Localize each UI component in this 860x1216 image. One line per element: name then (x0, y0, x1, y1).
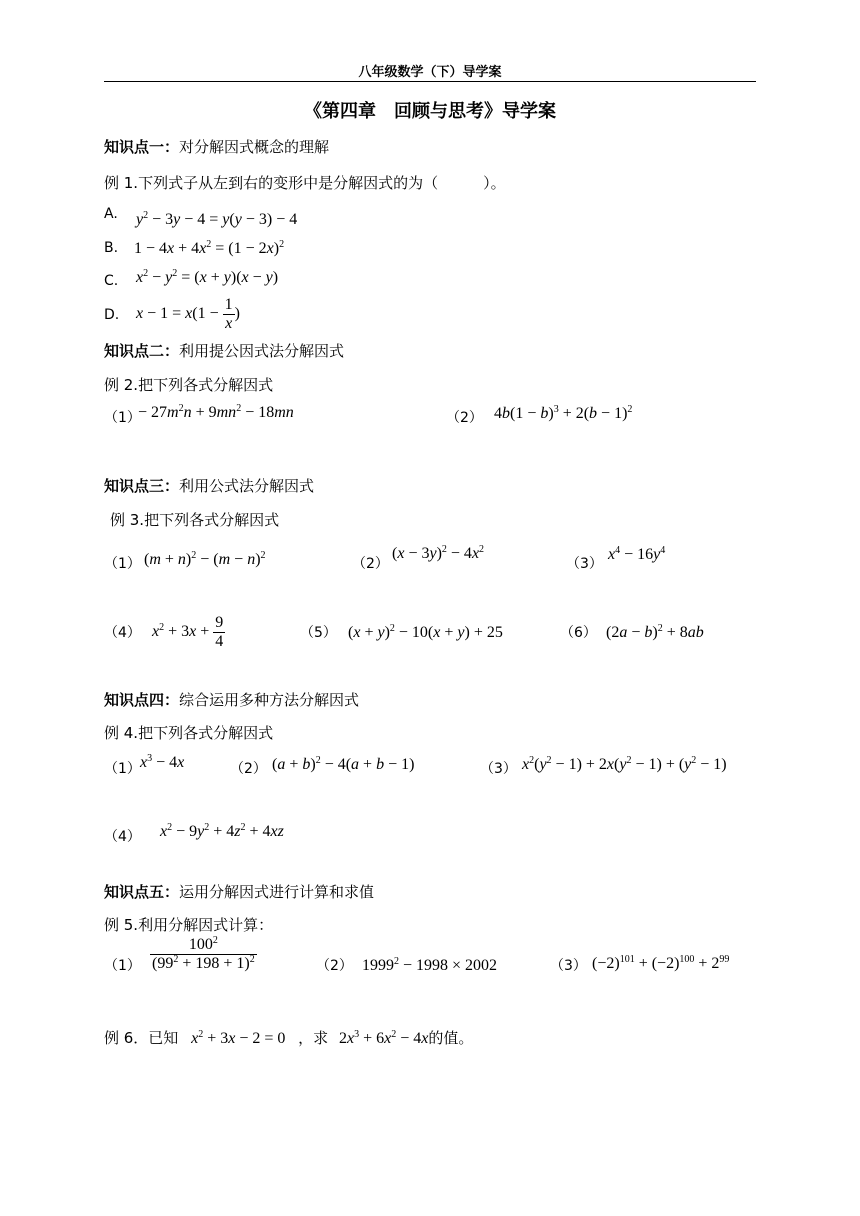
e6-suffix: 的值。 (428, 1029, 474, 1047)
e6-mid: ，求 (298, 1029, 329, 1047)
e3-label-1: （1） (104, 556, 141, 572)
section-3-text: 利用公式法分解因式 (179, 477, 315, 495)
e3-formula-1: $(m + n)^2 - (m - n)^2$ (144, 550, 266, 568)
e5-label-2: （2） (316, 958, 353, 974)
e3-formula-5: $(x + y)^2 - 10(x + y) + 25$ (348, 623, 503, 641)
e4-formula-1: $x^3 - 4x$ (140, 753, 185, 771)
e5-label-3: （3） (550, 958, 587, 974)
e5-formula-1: $\frac{100^2}{(99^2 + 198 + 1)^2}$ (152, 935, 255, 972)
section-5-title: 知识点五： (104, 883, 180, 901)
e2-formula-1: − $27m^2n + 9mn^2 - 18mn$ (138, 403, 294, 421)
option-b-formula: $1 - 4x + 4x^2 = (1 - 2x)^2$ (134, 239, 285, 257)
option-b-label: B. (104, 240, 119, 256)
e3-label-3: （3） (566, 556, 603, 572)
e4-formula-2: $(a + b)^2 - 4(a + b - 1)$ (272, 755, 415, 773)
example-5-text: 例 5.利用分解因式计算： (104, 916, 274, 934)
e4-formula-4: $x^2 - 9y^2 + 4z^2 + 4xz$ (160, 822, 284, 840)
section-5-text: 运用分解因式进行计算和求值 (179, 883, 375, 901)
option-c-label: C. (104, 273, 119, 289)
e3-formula-4: $x^2 + 3x$ + $\frac{9}{4}$ (152, 614, 224, 650)
section-3-title: 知识点三： (104, 477, 180, 495)
e2-label-2: （2） (446, 410, 483, 426)
header-rule (104, 81, 756, 82)
option-d-label: D. (104, 307, 120, 323)
e2-label-1: （1） (104, 410, 141, 426)
e4-label-1: （1） (104, 761, 141, 777)
example-2-text: 例 2.把下列各式分解因式 (104, 376, 274, 394)
e5-label-1: （1） (104, 958, 141, 974)
section-3-heading (104, 475, 314, 496)
e3-label-4: （4） (104, 625, 141, 641)
example-3-text: 例 3.把下列各式分解因式 (110, 511, 280, 529)
option-a-label: A. (104, 206, 118, 222)
e4-label-3: （3） (480, 761, 517, 777)
e3-label-6: （6） (560, 625, 597, 641)
e6-target-formula: $2x^3 + 6x^2 - 4x$ (338, 1029, 429, 1047)
e3-label-2: （2） (352, 556, 389, 572)
e4-formula-3: $x^2(y^2 - 1) + 2x(y^2 - 1) + (y^2 - 1)$ (522, 755, 727, 773)
example-4-text: 例 4.把下列各式分解因式 (104, 724, 274, 742)
example-6 (104, 1027, 473, 1048)
e2-formula-2: $4b(1 - b)^3 + 2(b - 1)^2$ (494, 404, 633, 422)
example-1-text: 例 1.下列式子从左到右的变形中是分解因式的为（ ）。 (104, 174, 506, 192)
section-1-heading (104, 136, 329, 157)
section-5-heading (104, 881, 374, 902)
e6-condition-formula: $x^2 + 3x - 2 = 0$ (191, 1029, 286, 1047)
section-1-text: 对分解因式概念的理解 (179, 138, 330, 156)
section-2-heading (104, 340, 344, 361)
option-d-formula: x − 1 = x(1 − $\frac{1}{x}$ ) (136, 296, 240, 332)
e3-formula-2: $(x - 3y)^2 - 4x^2$ (392, 544, 485, 562)
section-4-title: 知识点四： (104, 691, 180, 709)
e5-formula-2: $1999^2 - 1998 \times 2002$ (362, 956, 498, 974)
e5-formula-3: $(-2)^{101} + (-2)^{100} + 2^{99}$ (592, 954, 730, 972)
section-2-text: 利用提公因式法分解因式 (179, 342, 345, 360)
e3-label-5: （5） (300, 625, 337, 641)
e3-formula-6: $(2a - b)^2 + 8ab$ (606, 623, 704, 641)
e3-formula-3: $x^4 - 16y^4$ (608, 545, 666, 563)
section-1-title: 知识点一： (104, 138, 180, 156)
page-header: 八年级数学（下）导学案 (358, 65, 502, 80)
e4-label-2: （2） (230, 761, 267, 777)
section-2-title: 知识点二： (104, 342, 180, 360)
e4-label-4: （4） (104, 829, 141, 845)
section-4-heading (104, 689, 359, 710)
page-title: 《第四章 回顾与思考》导学案 (304, 101, 556, 122)
e6-prefix: 例 6．已知 (104, 1029, 179, 1047)
option-a-formula: $y^2 - 3y - 4 = y(y - 3) - 4$ (136, 210, 298, 228)
option-c-formula: $x^2 - y^2 = (x + y)(x - y)$ (136, 268, 279, 286)
section-4-text: 综合运用多种方法分解因式 (179, 691, 360, 709)
